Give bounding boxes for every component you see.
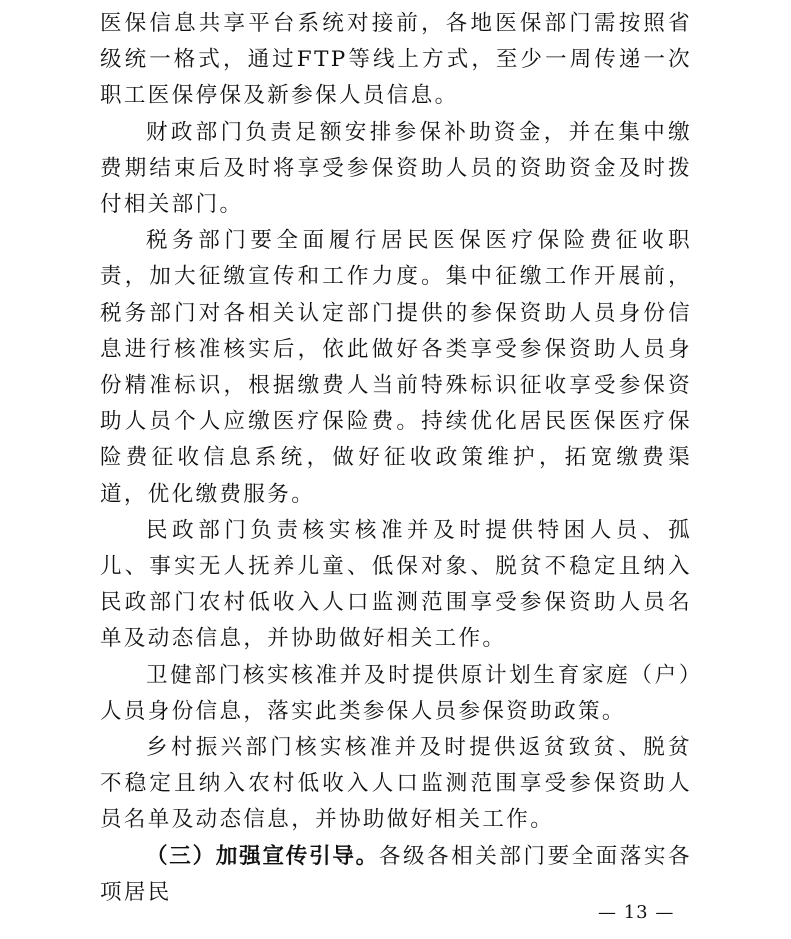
paragraph-health-department — [100, 658, 692, 730]
section-heading: （三）加强宣传引导。 — [146, 843, 379, 869]
paragraph-text: 卫健部门核实核准并及时提供原计划生育家庭（户）人员身份信息，落实此类参保人员参保资助政策。 — [100, 662, 692, 724]
paragraph-text: 医保信息共享平台系统对接前，各地医保部门需按照省级统一格式，通过FTP等线上方式，至少一周传递一次职工医保停保及新参保人员信息。 — [100, 11, 692, 109]
body-text — [100, 6, 692, 911]
paragraph-information-sharing — [100, 6, 692, 115]
paragraph-finance-department — [100, 115, 692, 224]
paragraph-text: 税务部门要全面履行居民医保医疗保险费征收职责，加大征缴宣传和工作力度。集中征缴工作开展前，税务部门对各相关认定部门提供的参保资助人员身份信息进行核准核实后，依此做好各类享受参保资助人员身份精准标识，根据缴费人当前特殊标识征收享受参保资助人员个人应缴医疗保险费。持续优化居民医保医疗保险费征收信息系统，做好征收政策维护，拓宽缴费渠道，优化缴费服务。 — [100, 228, 692, 507]
paragraph-text: 财政部门负责足额安排参保补助资金，并在集中缴费期结束后及时将享受参保资助人员的资助资金及时拨付相关部门。 — [100, 119, 692, 218]
paragraph-rural-revitalization-department — [100, 730, 692, 839]
paragraph-tax-department — [100, 223, 692, 513]
paragraph-text: 乡村振兴部门核实核准并及时提供返贫致贫、脱贫不稳定且纳入农村低收入人口监测范围享受参保资助人员名单及动态信息，并协助做好相关工作。 — [100, 735, 692, 833]
paragraph-text: 民政部门负责核实核准并及时提供特困人员、孤儿、事实无人抚养儿童、低保对象、脱贫不稳定且纳入民政部门农村低收入人口监测范围享受参保资助人员名单及动态信息，并协助做好相关工作。 — [100, 517, 692, 652]
page-number: — 13 — — [598, 902, 675, 923]
paragraph-civil-affairs-department — [100, 513, 692, 658]
paragraph-text: 各级各相关部门要全面落实各项居民 — [100, 843, 692, 905]
paragraph-publicity-guidance — [100, 839, 692, 911]
